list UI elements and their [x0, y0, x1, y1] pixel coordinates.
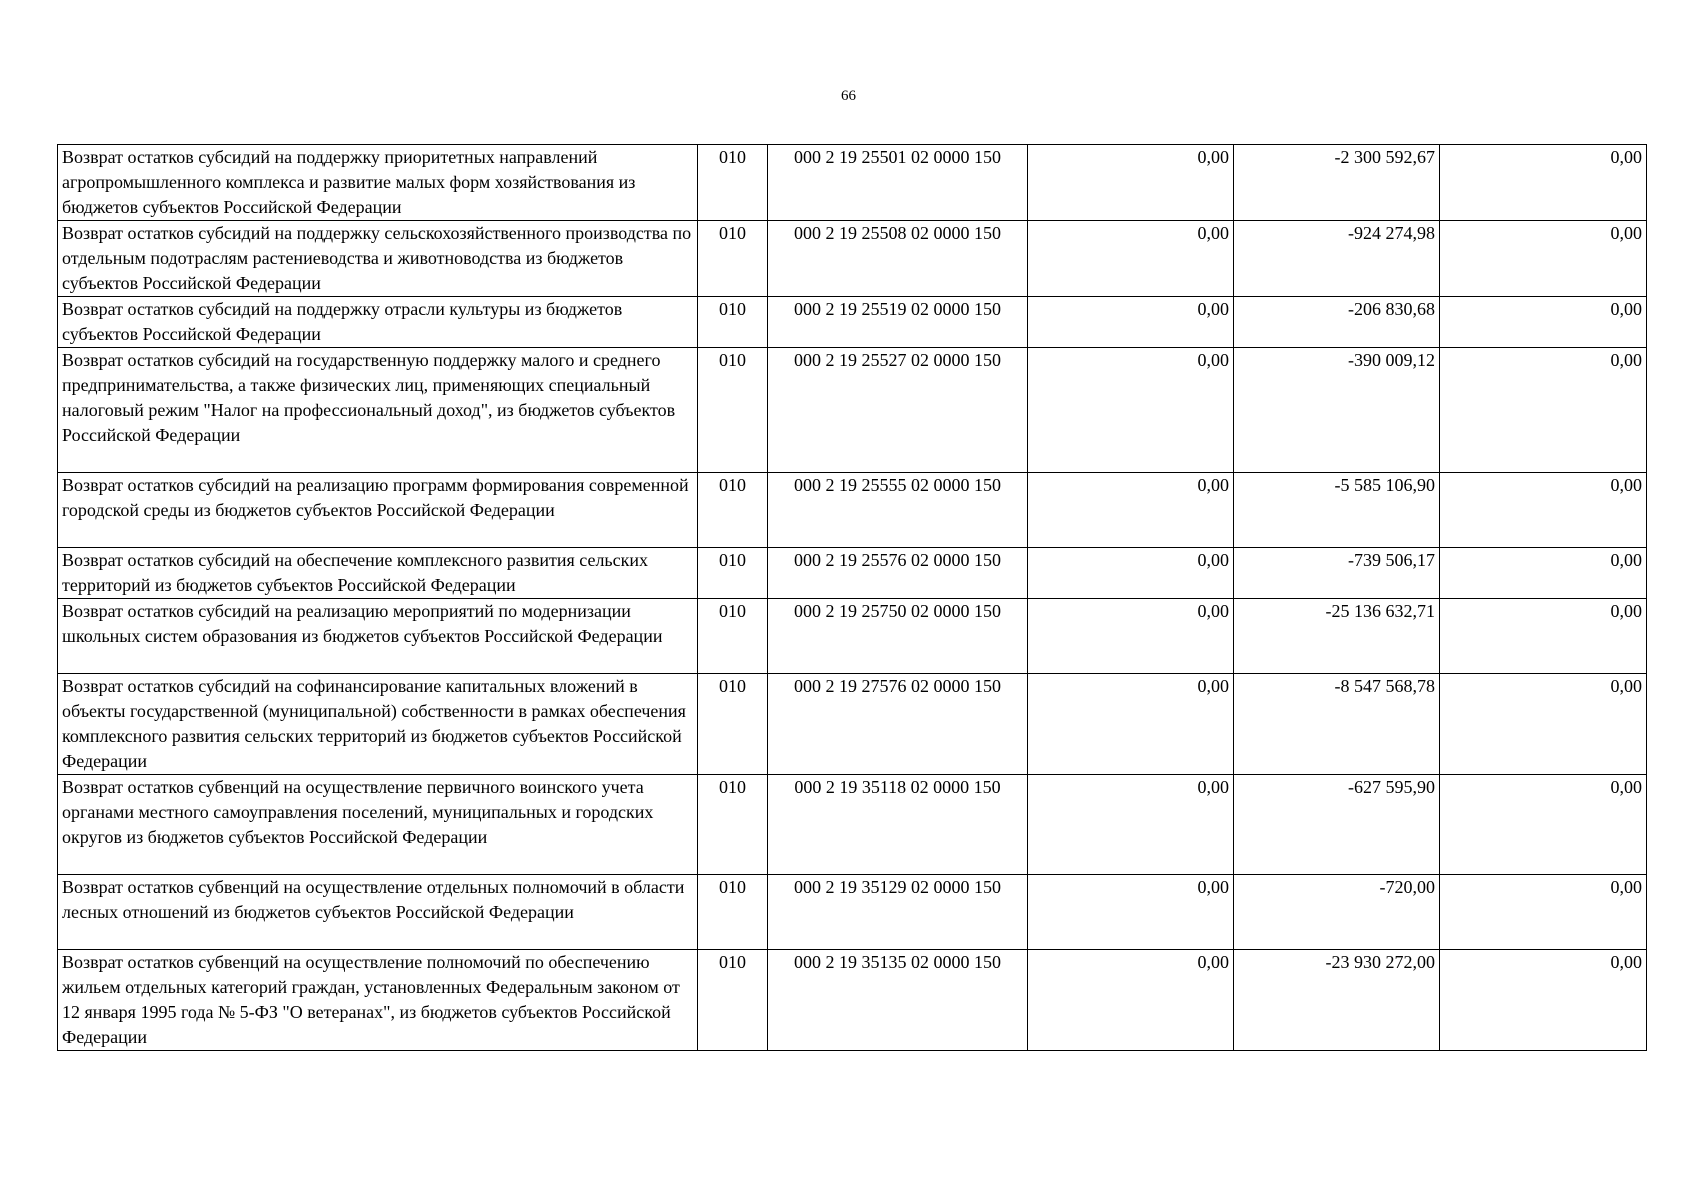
row-value-1: 0,00 [1028, 473, 1234, 548]
page-number: 66 [841, 88, 856, 104]
table-row [58, 348, 1647, 473]
table-row [58, 221, 1647, 297]
row-value-3: 0,00 [1440, 950, 1647, 1051]
row-value-3: 0,00 [1440, 875, 1647, 950]
row-budget-code: 000 2 19 25555 02 0000 150 [768, 473, 1028, 548]
row-admin-code: 010 [698, 221, 768, 297]
row-value-1: 0,00 [1028, 599, 1234, 674]
row-admin-code: 010 [698, 473, 768, 548]
row-value-2: -2 300 592,67 [1234, 145, 1440, 221]
row-value-3: 0,00 [1440, 145, 1647, 221]
table-row [58, 599, 1647, 674]
row-budget-code: 000 2 19 35135 02 0000 150 [768, 950, 1028, 1051]
row-value-3: 0,00 [1440, 473, 1647, 548]
row-name: Возврат остатков субсидий на поддержку отрасли культуры из бюджетов субъектов Российской Федерации [58, 297, 698, 348]
row-value-2: -720,00 [1234, 875, 1440, 950]
row-budget-code: 000 2 19 35129 02 0000 150 [768, 875, 1028, 950]
budget-table [57, 144, 1647, 1051]
table-row [58, 297, 1647, 348]
row-value-2: -5 585 106,90 [1234, 473, 1440, 548]
row-name: Возврат остатков субсидий на поддержку приоритетных направлений агропромышленного комплекса и развитие малых форм хозяйствования из бюджетов субъектов Российской Федерации [58, 145, 698, 221]
row-name: Возврат остатков субсидий на реализацию мероприятий по модернизации школьных систем образования из бюджетов субъектов Российской Федерации [58, 599, 698, 674]
row-value-3: 0,00 [1440, 599, 1647, 674]
row-name: Возврат остатков субсидий на обеспечение комплексного развития сельских территорий из бюджетов субъектов Российской Федерации [58, 548, 698, 599]
row-value-1: 0,00 [1028, 348, 1234, 473]
row-admin-code: 010 [698, 775, 768, 875]
row-name: Возврат остатков субсидий на поддержку сельскохозяйственного производства по отдельным подотраслям растениеводства и животноводства из бюджетов субъектов Российской Федерации [58, 221, 698, 297]
row-value-1: 0,00 [1028, 145, 1234, 221]
row-budget-code: 000 2 19 25519 02 0000 150 [768, 297, 1028, 348]
row-admin-code: 010 [698, 950, 768, 1051]
row-value-2: -390 009,12 [1234, 348, 1440, 473]
row-value-1: 0,00 [1028, 548, 1234, 599]
row-admin-code: 010 [698, 875, 768, 950]
table-row [58, 775, 1647, 875]
row-value-2: -25 136 632,71 [1234, 599, 1440, 674]
table-row [58, 875, 1647, 950]
table-row [58, 950, 1647, 1051]
row-value-3: 0,00 [1440, 221, 1647, 297]
row-name: Возврат остатков субсидий на государственную поддержку малого и среднего предпринимательства, а также физических лиц, применяющих специальный налоговый режим "Налог на профессиональный доход", из бюджетов субъектов Российской Федерации [58, 348, 698, 473]
row-value-3: 0,00 [1440, 775, 1647, 875]
row-value-2: -8 547 568,78 [1234, 674, 1440, 775]
table-row [58, 145, 1647, 221]
row-budget-code: 000 2 19 25527 02 0000 150 [768, 348, 1028, 473]
row-budget-code: 000 2 19 25750 02 0000 150 [768, 599, 1028, 674]
row-value-2: -23 930 272,00 [1234, 950, 1440, 1051]
row-budget-code: 000 2 19 27576 02 0000 150 [768, 674, 1028, 775]
row-name: Возврат остатков субсидий на софинансирование капитальных вложений в объекты государственной (муниципальной) собственности в рамках обеспечения комплексного развития сельских территорий из бюджетов субъектов Российской Федерации [58, 674, 698, 775]
row-name: Возврат остатков субвенций на осуществление отдельных полномочий в области лесных отношений из бюджетов субъектов Российской Федерации [58, 875, 698, 950]
row-value-1: 0,00 [1028, 875, 1234, 950]
row-value-2: -739 506,17 [1234, 548, 1440, 599]
row-value-3: 0,00 [1440, 548, 1647, 599]
table-row [58, 473, 1647, 548]
row-value-1: 0,00 [1028, 674, 1234, 775]
row-admin-code: 010 [698, 145, 768, 221]
row-value-1: 0,00 [1028, 775, 1234, 875]
row-budget-code: 000 2 19 35118 02 0000 150 [768, 775, 1028, 875]
row-value-1: 0,00 [1028, 297, 1234, 348]
row-admin-code: 010 [698, 297, 768, 348]
table-row [58, 548, 1647, 599]
row-budget-code: 000 2 19 25501 02 0000 150 [768, 145, 1028, 221]
row-value-2: -924 274,98 [1234, 221, 1440, 297]
row-admin-code: 010 [698, 674, 768, 775]
row-name: Возврат остатков субвенций на осуществление первичного воинского учета органами местного самоуправления поселений, муниципальных и городских округов из бюджетов субъектов Российской Федерации [58, 775, 698, 875]
row-admin-code: 010 [698, 599, 768, 674]
row-value-2: -627 595,90 [1234, 775, 1440, 875]
row-value-3: 0,00 [1440, 297, 1647, 348]
row-value-3: 0,00 [1440, 674, 1647, 775]
row-name: Возврат остатков субсидий на реализацию программ формирования современной городской среды из бюджетов субъектов Российской Федерации [58, 473, 698, 548]
row-value-3: 0,00 [1440, 348, 1647, 473]
row-admin-code: 010 [698, 348, 768, 473]
row-admin-code: 010 [698, 548, 768, 599]
row-budget-code: 000 2 19 25576 02 0000 150 [768, 548, 1028, 599]
row-name: Возврат остатков субвенций на осуществление полномочий по обеспечению жильем отдельных категорий граждан, установленных Федеральным законом от 12 января 1995 года № 5-ФЗ "О ветеранах", из бюджетов субъектов Российской Федерации [58, 950, 698, 1051]
row-value-2: -206 830,68 [1234, 297, 1440, 348]
row-budget-code: 000 2 19 25508 02 0000 150 [768, 221, 1028, 297]
table-row [58, 674, 1647, 775]
row-value-1: 0,00 [1028, 950, 1234, 1051]
row-value-1: 0,00 [1028, 221, 1234, 297]
